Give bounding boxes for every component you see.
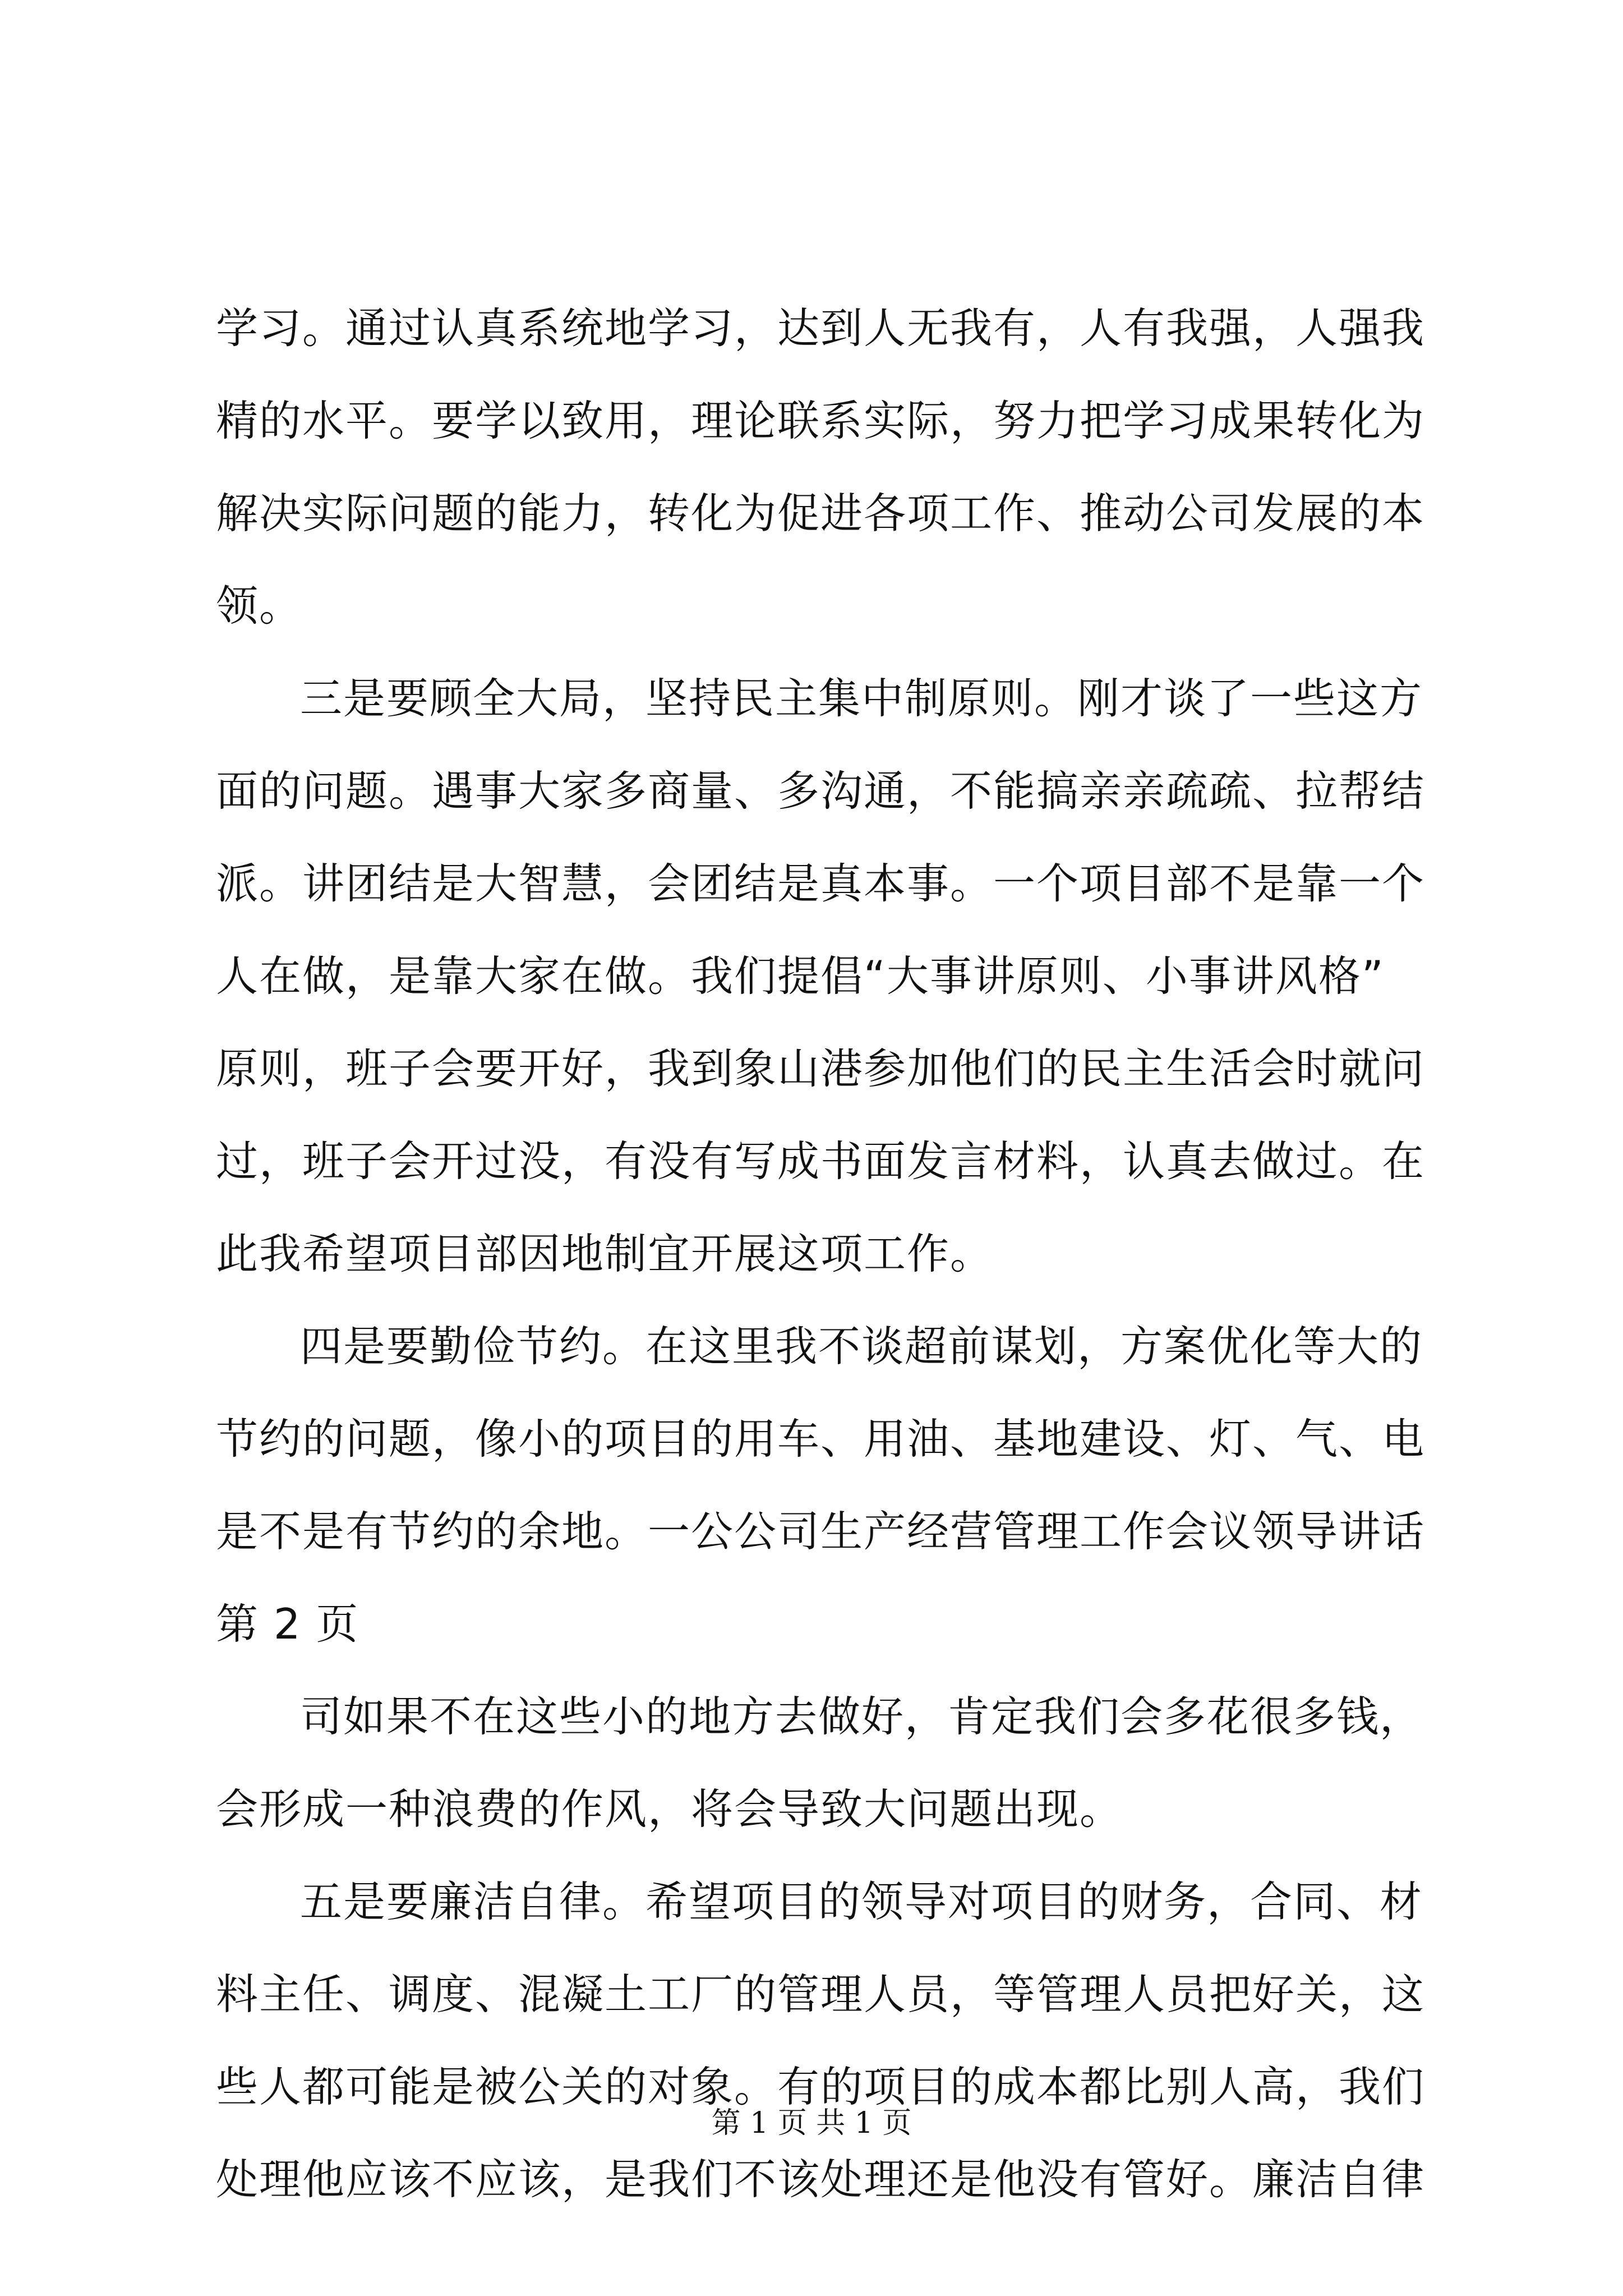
text-line: 人在做，是靠大家在做。我们提倡“大事讲原则、小事讲风格” xyxy=(216,951,1385,1001)
text-line: 学习。通过认真系统地学习，达到人无我有，人有我强，人强我 xyxy=(216,303,1426,353)
text-line: 会形成一种浪费的作风，将会导致大问题出现。 xyxy=(216,1784,1123,1834)
page-footer xyxy=(0,2104,1623,2143)
text-line: 节约的问题，像小的项目的用车、用油、基地建设、灯、气、电 xyxy=(216,1414,1426,1464)
paragraph-start-line: 五是要廉洁自律。希望项目的领导对项目的财务，合同、材 xyxy=(300,1877,1423,1926)
text-line: 过，班子会开过没，有没有写成书面发言材料，认真去做过。在 xyxy=(216,1137,1426,1186)
text-line: 第 2 页 xyxy=(216,1599,359,1649)
text-line: 是不是有节约的余地。一公公司生产经营管理工作会议领导讲话 xyxy=(216,1507,1426,1556)
text-line: 精的水平。要学以致用，理论联系实际，努力把学习成果转化为 xyxy=(216,396,1426,445)
text-line: 料主任、调度、混凝土工厂的管理人员，等管理人员把好关，这 xyxy=(216,1970,1426,2019)
text-line: 面的问题。遇事大家多商量、多沟通，不能搞亲亲疏疏、拉帮结 xyxy=(216,766,1426,816)
text-line: 原则，班子会要开好，我到象山港参加他们的民主生活会时就问 xyxy=(216,1044,1426,1093)
text-line: 解决实际问题的能力，转化为促进各项工作、推动公司发展的本 xyxy=(216,489,1426,538)
page-number-label: 第 1 页 共 1 页 xyxy=(711,2106,912,2140)
text-line: 此我希望项目部因地制宜开展这项工作。 xyxy=(216,1229,994,1278)
text-line: 些人都可能是被公关的对象。有的项目的成本都比别人高，我们 xyxy=(216,2062,1426,2111)
text-line: 领。 xyxy=(216,581,303,631)
paragraph-start-line: 司如果不在这些小的地方去做好，肯定我们会多花很多钱， xyxy=(300,1692,1423,1741)
paragraph-start-line: 三是要顾全大局，坚持民主集中制原则。刚才谈了一些这方 xyxy=(300,674,1423,723)
text-line: 处理他应该不应该，是我们不该处理还是他没有管好。廉洁自律 xyxy=(216,2155,1426,2204)
text-line: 派。讲团结是大智慧，会团结是真本事。一个项目部不是靠一个 xyxy=(216,859,1426,908)
paragraph-start-line: 四是要勤俭节约。在这里我不谈超前谋划，方案优化等大的 xyxy=(300,1322,1423,1371)
